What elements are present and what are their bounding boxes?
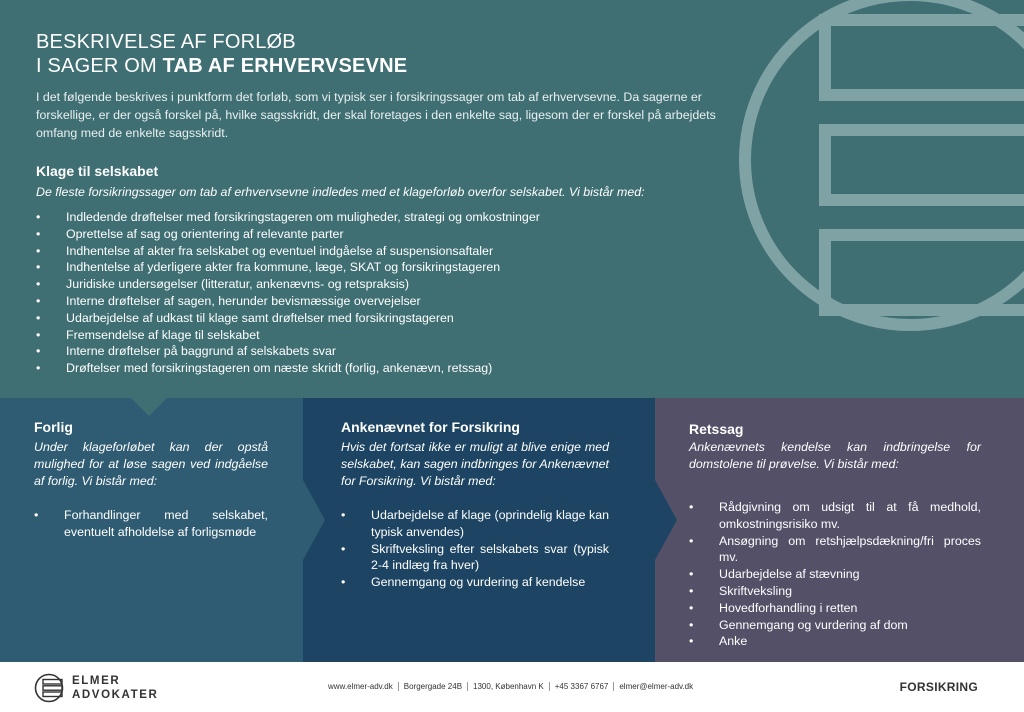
- list-item-text: Udarbejdelse af klage (oprindelig klage kan typisk anvendes): [371, 508, 609, 539]
- title-line-1: BESKRIVELSE AF FORLØB: [36, 31, 296, 53]
- list-item: [36, 327, 736, 344]
- list-item-text: Udarbejdelse af stævning: [719, 567, 860, 582]
- bullet-icon: •: [36, 344, 41, 359]
- bullet-icon: •: [36, 327, 41, 342]
- list-item-text: Indledende drøftelser med forsikringstageren om muligheder, strategi og omkostninger: [66, 210, 540, 224]
- chevron-right-arrow: [303, 480, 325, 560]
- divider: [549, 682, 550, 691]
- list-item-text: Forhandlinger med selskabet, eventuelt afholdelse af forligsmøde: [64, 508, 268, 539]
- list-item: [36, 226, 736, 243]
- list-item-text: Ansøgning om retshjælpsdækning/fri proces mv.: [719, 533, 981, 565]
- elmer-logo-icon: [34, 673, 64, 703]
- list-item-text: Skriftveksling efter selskabets svar (typisk 2-4 indlæg fra hver): [371, 541, 609, 573]
- retssag-heading: Retssag: [689, 421, 744, 437]
- list-item: [689, 600, 981, 617]
- bullet-icon: •: [689, 533, 694, 548]
- bullet-icon: •: [689, 600, 694, 615]
- list-item: [36, 343, 736, 360]
- list-item: [34, 507, 268, 541]
- bullet-icon: •: [36, 210, 41, 224]
- list-item-text: Interne drøftelser på baggrund af selskabets svar: [66, 344, 336, 359]
- forlig-subtitle: Under klageforløbet kan der opstå mulighed for at løse sagen ved indgåelse af forlig. Vi bistår med:: [34, 440, 268, 488]
- bullet-icon: •: [689, 500, 694, 514]
- bullet-icon: •: [689, 567, 694, 582]
- list-item-text: Fremsendelse af klage til selskabet: [66, 327, 260, 342]
- phone-text: +45 3367 6767: [554, 682, 609, 691]
- bullet-icon: •: [36, 260, 41, 275]
- list-item-text: Indhentelse af yderligere akter fra kommune, læge, SKAT og forsikringstageren: [66, 260, 501, 275]
- bullet-icon: •: [36, 293, 41, 308]
- list-item-text: Skriftveksling: [719, 583, 792, 598]
- list-item: [689, 633, 981, 650]
- forlig-section: [0, 398, 303, 662]
- list-item: [36, 259, 736, 276]
- list-item-text: Gennemgang og vurdering af dom: [719, 617, 908, 632]
- bullet-icon: •: [36, 243, 41, 258]
- forlig-list: [34, 507, 268, 541]
- list-item-text: Anke: [719, 634, 748, 649]
- bullet-icon: •: [341, 575, 346, 590]
- brand-line-2: ADVOKATER: [72, 689, 159, 701]
- ankenaevn-list: [341, 507, 609, 591]
- list-item-text: Oprettelse af sag og orientering af relevante parter: [66, 226, 344, 241]
- list-item: [689, 533, 981, 567]
- list-item: [36, 276, 736, 293]
- list-item: [341, 574, 609, 591]
- retssag-section: [655, 398, 1024, 662]
- title-line-2: [36, 54, 407, 78]
- divider: [613, 682, 614, 691]
- list-item: [36, 209, 736, 226]
- bullet-icon: •: [36, 277, 41, 292]
- section-label: FORSIKRING: [899, 680, 978, 694]
- chevron-right-arrow: [655, 480, 677, 560]
- bullet-icon: •: [36, 226, 41, 241]
- list-item-text: Udarbejdelse af udkast til klage samt drøftelser med forsikringstageren: [66, 310, 454, 325]
- bullet-icon: •: [689, 634, 694, 649]
- list-item: [36, 243, 736, 260]
- list-item: [36, 360, 736, 377]
- elmer-e-emblem-icon: [730, 0, 1024, 340]
- list-item: [36, 293, 736, 310]
- notch-arrow: [131, 398, 167, 416]
- bullet-icon: •: [34, 508, 39, 522]
- footer: [0, 662, 1024, 712]
- list-item-text: Drøftelser med forsikringstageren om næste skridt (forlig, ankenævn, retssag): [66, 361, 493, 376]
- bullet-icon: •: [689, 583, 694, 598]
- list-item: [689, 566, 981, 583]
- list-item: [689, 583, 981, 600]
- title-line-2-prefix: I SAGER OM: [36, 55, 163, 77]
- email-link[interactable]: elmer@elmer-adv.dk: [619, 682, 694, 691]
- list-item: [341, 541, 609, 575]
- retssag-list: [689, 499, 981, 650]
- list-item-text: Hovedforhandling i retten: [719, 600, 858, 615]
- bullet-icon: •: [341, 541, 346, 556]
- intro-text: I det følgende beskrives i punktform det forløb, som vi typisk ser i forsikringssager om tab af erhvervsevne. Da sagerne er forskellige, er der også forskel på, hvilke sagsskridt, der skal foretages i den enkelte sag, ligesom der er forskel på arbejdets omfang med de enkelte sagsskridt.: [36, 90, 716, 140]
- divider: [398, 682, 399, 691]
- divider: [467, 682, 468, 691]
- page-title: [36, 30, 407, 78]
- brand-line-1: ELMER: [72, 675, 121, 687]
- list-item: [341, 507, 609, 541]
- ankenaevn-heading: Ankenævnet for Forsikring: [341, 419, 520, 435]
- list-item: [689, 617, 981, 634]
- list-item-text: Juridiske undersøgelser (litteratur, ankenævns- og retspraksis): [66, 277, 409, 292]
- title-line-2-strong: TAB AF ERHVERVSEVNE: [162, 55, 408, 77]
- bullet-icon: •: [36, 361, 41, 376]
- list-item: [689, 499, 981, 533]
- list-item: [36, 310, 736, 327]
- brand-name: [72, 674, 158, 702]
- klage-list: [36, 209, 736, 377]
- list-item-text: Interne drøftelser af sagen, herunder bevismæssige overvejelser: [66, 293, 421, 308]
- bullet-icon: •: [341, 508, 346, 522]
- website-link[interactable]: www.elmer-adv.dk: [328, 682, 393, 691]
- bullet-icon: •: [689, 617, 694, 632]
- contact-info: [328, 682, 693, 691]
- bullet-icon: •: [36, 310, 41, 325]
- list-item-text: Indhentelse af akter fra selskabet og eventuel indgåelse af suspensionsaftaler: [66, 243, 494, 258]
- klage-subtitle: De fleste forsikringssager om tab af erhvervsevne indledes med et klageforløb overfor selskabet. Vi bistår med:: [36, 185, 645, 199]
- address-text: Borgergade 24B: [403, 682, 463, 691]
- ankenaevn-subtitle: Hvis det fortsat ikke er muligt at blive enige med selskabet, kan sagen indbringes for Ankenævnet for Forsikring. Vi bistår med:: [341, 440, 609, 488]
- klage-heading: Klage til selskabet: [36, 163, 159, 179]
- retssag-subtitle: Ankenævnets kendelse kan indbringelse for domstolene til prøvelse. Vi bistår med:: [689, 440, 981, 471]
- list-item-text: Gennemgang og vurdering af kendelse: [371, 575, 586, 590]
- ankenaevn-section: [303, 398, 655, 662]
- list-item-text: Rådgivning om udsigt til at få medhold, omkostningsrisiko mv.: [719, 500, 981, 531]
- city-text: 1300, København K: [473, 682, 544, 691]
- forlig-heading: Forlig: [34, 419, 73, 435]
